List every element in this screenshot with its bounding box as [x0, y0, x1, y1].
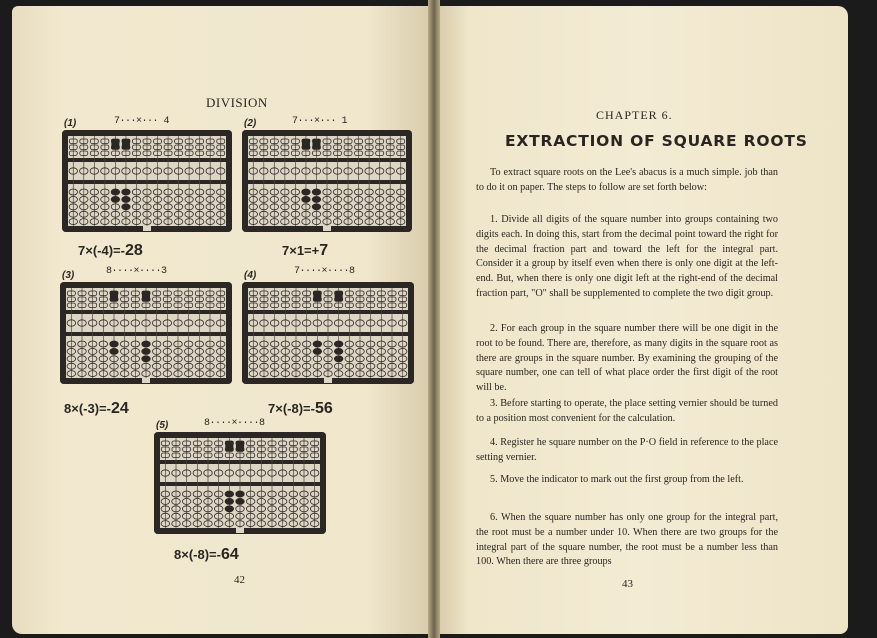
figure-label: (2)	[244, 118, 257, 129]
abacus-drawing	[154, 432, 326, 534]
paragraph: 4. Register he square number on the P·O field in reference to the place setting vernier.	[476, 437, 778, 463]
page-number: 43	[622, 578, 633, 590]
chapter-title: EXTRACTION OF SQUARE ROOTS	[505, 132, 808, 150]
figure-label: (1)	[64, 118, 77, 129]
figure-label: (4)	[244, 270, 257, 281]
abacus-drawing	[242, 282, 414, 384]
figure-pointer: 7···×··· 4	[114, 116, 170, 127]
abacus-drawing	[62, 130, 232, 232]
figure-equation: 7×1=+7	[282, 242, 329, 259]
figure-equation: 8×(-3)=-24	[64, 400, 129, 417]
paragraph: To extract square roots on the Lee's abacus is a much simple. job than to do it on paper. The steps to follow are set forth below:	[476, 167, 778, 193]
figure-equation: 8×(-8)=-64	[174, 546, 239, 563]
paragraph: 3. Before starting to operate, the place setting vernier should be turned to a position most convenient for the calculation.	[476, 398, 778, 424]
figure-equation: 7×(-8)=-56	[268, 400, 333, 417]
figure-pointer: 7····×····8	[294, 266, 355, 277]
figure-equation: 7×(-4)=-28	[78, 242, 143, 259]
abacus-drawing	[60, 282, 232, 384]
paragraph: 1. Divide all digits of the square number into groups containing two digits each. In doing this, start from the decimal point toward the right for the decimal fraction part and toward the left for the integral part. Consider it a group by itself even when there is only one digit at the left-end. But, when there is only one digit left at the right-end of the decimal fraction part, "O" shall be supplemented to complete the two digit group.	[476, 214, 778, 299]
page-number: 42	[234, 574, 245, 586]
paragraph: 5. Move the indicator to mark out the first group from the left.	[490, 474, 744, 485]
chapter-heading: CHAPTER 6.	[596, 108, 673, 122]
paragraph: 2. For each group in the square number there will be one digit in the root to be found. There are, therefore, as many digits in the square root as there are groups in the square number. By examining the grouping of the square number, one can tell of what place order the first digit of the root will be.	[476, 323, 778, 394]
figure-pointer: 8····×····8	[204, 418, 265, 429]
abacus-figure-5	[154, 432, 326, 534]
abacus-figure-3	[60, 282, 232, 384]
book-gutter	[428, 0, 440, 638]
abacus-figure-4	[242, 282, 414, 384]
abacus-drawing	[242, 130, 412, 232]
abacus-figure-2	[242, 130, 412, 232]
abacus-figure-1	[62, 130, 232, 232]
figure-pointer: 8····×····3	[106, 266, 167, 277]
figure-label: (5)	[156, 420, 169, 431]
page-header: DIVISION	[206, 95, 268, 110]
figure-pointer: 7···×··· 1	[292, 116, 348, 127]
figure-label: (3)	[62, 270, 75, 281]
paragraph: 6. When the square number has only one group for the integral part, the root must be a number under 10. When there are two groups for the integral part of the square number, the root must be a number less than 100. When there are three groups	[476, 512, 778, 568]
